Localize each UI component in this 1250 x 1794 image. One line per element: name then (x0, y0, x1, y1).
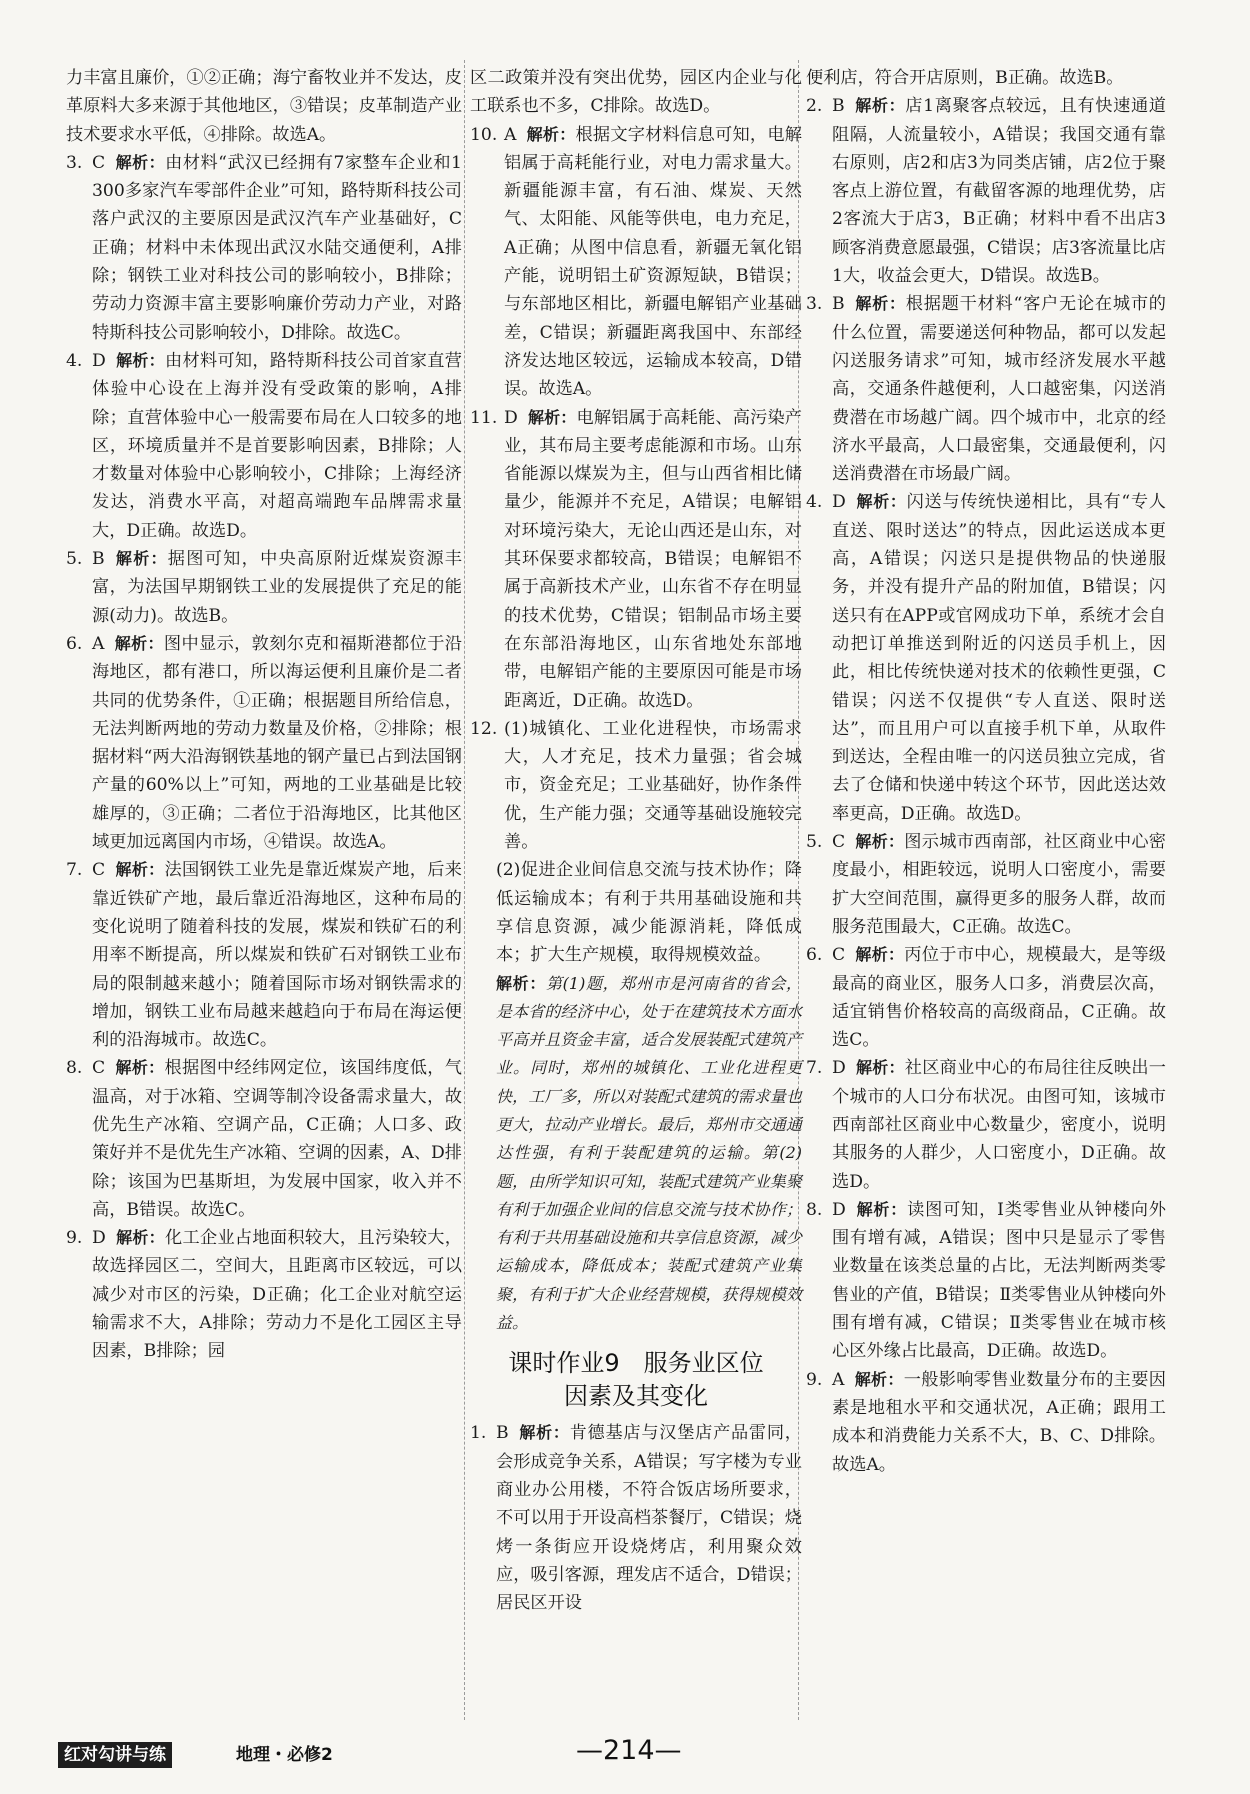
answer-choice: B (832, 96, 845, 117)
column-left (66, 64, 462, 1366)
question-number: 1. (470, 1423, 487, 1444)
answer-item (806, 1366, 1166, 1479)
question-number: 7. (806, 1058, 823, 1079)
analysis-tag: 解析： (527, 407, 577, 427)
answer-item (806, 941, 1166, 1054)
question-number: 12. (470, 718, 498, 739)
answer-item (470, 121, 802, 404)
answer-choice: A (92, 633, 105, 654)
answer-choice: C (832, 945, 846, 966)
answer-item (806, 92, 1166, 290)
analysis-tag: 解析： (115, 860, 165, 880)
answer-text: 图中显示，敦刻尔克和福斯港都位于沿海地区，都有港口，所以海运便利且廉价是二者共同的优势条件，①正确；根据题目所给信息，无法判断两地的劳动力数量及价格，②排除；根据材料“两大沿海钢铁基地的钢产量已占到法国钢产量的60%以上”可知，两地的工业基础是比较雄厚的，③正确；二者位于沿海地区，比其他区域更加远离国内市场，④错误。故选A。 (92, 633, 462, 853)
lesson-title (470, 1347, 802, 1413)
answer-choice: D (92, 350, 106, 371)
answer-item (66, 1054, 462, 1224)
analysis-tag: 解析： (114, 549, 168, 569)
answer-text: 便利店，符合开店原则，B正确。故选B。 (806, 68, 1124, 88)
answer-text: 电解铝属于高耗能、高污染产业，其布局主要考虑能源和市场。山东省能源以煤炭为主，但与山西省相比储量少，能源并不充足，A错误；电解铝对环境污染大，无论山西还是山东，对其环保要求都较高，B错误；电解铝不属于高新技术产业，山东省不存在明显的技术优势，C错误；铝制品市场主要在东部沿海地区，山东省地处东部地带，电解铝产能的主要原因可能是市场距离近，D正确。故选D。 (504, 407, 802, 711)
answer-item (470, 715, 802, 856)
analysis-tag: 解析： (855, 1058, 905, 1078)
answer-item (66, 347, 462, 545)
analysis-tag: 解析： (115, 1228, 165, 1248)
question-number: 8. (66, 1058, 83, 1079)
analysis-tag: 解析： (526, 124, 576, 144)
answer-text: 店1离聚客点较远，且有快速通道阻隔，人流量较小，A错误；我国交通有靠右原则，店2和店3为同类店铺，店2位于聚客点上游位置，有截留客源的地理优势，店2客流大于店3，B正确；材料中看不出店3顾客消费意愿最强，C错误；店3客流量比店1大，收益会更大，D错误。故选B。 (832, 96, 1166, 287)
answer-choice: B (832, 294, 845, 315)
answer-text: 法国钢铁工业先是靠近煤炭产地，后来靠近铁矿产地，最后靠近沿海地区，这种布局的变化说明了随着科技的发展，煤炭和铁矿石的利用率不断提高，所以煤炭和铁矿石对钢铁工业布局的限制越来越小；随着国际市场对钢铁需求的增加，钢铁工业布局越来越趋向于布局在海运便利的沿海城市。故选C。 (92, 860, 462, 1051)
question-number: 9. (66, 1228, 83, 1249)
answer-choice: D (832, 1199, 846, 1220)
analysis-text: 第(1)题，郑州市是河南省的省会，是本省的经济中心，处于在建筑技术方面水平高并且资金丰富，适合发展装配式建筑产业。同时，郑州的城镇化、工业化进程更快，工厂多，所以对装配式建筑的需求量也更大，拉动产业增长。最后，郑州市交通通达性强，有利于装配建筑的运输。第(2)题，由所学知识可知，装配式建筑产业集聚有利于加强企业间的信息交流与技术协作；有利于共用基础设施和共享信息资源，减少运输成本，降低成本；装配式建筑产业集聚，有利于扩大企业经营规模，获得规模效益。 (496, 973, 802, 1333)
answer-item (806, 828, 1166, 941)
question-number: 4. (66, 350, 83, 371)
answer-text: 化工企业占地面积较大，且污染较大，故选择园区二，空间大，且距离市区较远，可以减少对市区的污染，D正确；化工企业对航空运输需求不大，A排除；劳动力不是化工园区主导因素，B排除；园 (92, 1228, 462, 1362)
analysis-paragraph (470, 970, 802, 1338)
analysis-tag: 解析： (854, 96, 906, 116)
answer-text: 根据文字材料信息可知，电解铝属于高耗能行业，对电力需求量大。新疆能源丰富，有石油、煤炭、天然气、太阳能、风能等供电，电力充足，A正确；从图中信息看，新疆无氧化铝产能，说明铝土矿资源短缺，B错误；与东部地区相比，新疆电解铝产业基础差，C错误；新疆距离我国中、东部经济发达地区较远，运输成本较高，D错误。故选A。 (504, 124, 802, 400)
analysis-tag: 解析： (854, 294, 906, 314)
question-number: 5. (66, 549, 83, 570)
answer-choice: D (504, 407, 518, 428)
analysis-tag: 解析： (496, 973, 546, 993)
answer-choice: C (92, 1058, 106, 1079)
analysis-tag: 解析： (114, 633, 164, 653)
answer-item (470, 404, 802, 715)
subject-label: 地理・必修2 (236, 1745, 333, 1765)
question-number: 8. (806, 1199, 823, 1220)
question-number: 4. (806, 492, 823, 513)
answer-item (470, 1419, 802, 1617)
answer-item (66, 856, 462, 1054)
question-number: 6. (66, 633, 83, 654)
answer-choice: A (832, 1369, 845, 1390)
answer-text: 丙位于市中心，规模最大，是等级最高的商业区，服务人口多，消费层次高，适宜销售价格较高的高级商品，C正确。故选C。 (832, 945, 1166, 1051)
series-logo: 红对勾讲与练 (58, 1742, 172, 1768)
analysis-tag: 解析： (855, 1199, 908, 1219)
analysis-tag: 解析： (855, 945, 905, 965)
analysis-tag: 解析： (854, 1369, 904, 1389)
question-number: 2. (806, 96, 823, 117)
lesson-title-line: 课时作业9 服务业区位 (508, 1349, 764, 1378)
analysis-tag: 解析： (115, 152, 166, 172)
column-divider (464, 60, 465, 1720)
answer-item (806, 488, 1166, 828)
answer-text: 一般影响零售业数量分布的主要因素是地租水平和交通状况，A正确；跟用工成本和消费能力关系不大，B、C、D排除。故选A。 (832, 1369, 1166, 1475)
question-number: 3. (806, 294, 823, 315)
page-number: —214— (576, 1735, 682, 1766)
question-number: 7. (66, 860, 83, 881)
answer-text: 根据题干材料“客户无论在城市的什么位置，需要递送何种物品，都可以发起闪送服务请求”可知，城市经济发展水平越高，交通条件越便利，人口越密集，闪送消费潜在市场越广阔。四个城市中，北京的经济水平最高，人口最密集，交通最便利，闪送消费潜在市场最广阔。 (832, 294, 1166, 485)
answer-text: (1)城镇化、工业化进程快，市场需求大，人才充足，技术力量强；省会城市，资金充足；工业基础好，协作条件优，生产能力强；交通等基础设施较完善。 (504, 718, 802, 853)
answer-item (806, 1196, 1166, 1366)
analysis-tag: 解析： (855, 832, 905, 852)
column-right (806, 64, 1166, 1479)
answer-item (66, 545, 462, 630)
answer-item (806, 1054, 1166, 1195)
answer-text: 图示城市西南部，社区商业中心密度最小，相距较远，说明人口密度小，需要扩大空间范围，赢得更多的服务人群，故而服务范围最大，C正确。故选C。 (832, 832, 1166, 937)
column-middle (470, 64, 802, 1617)
lesson-title-line: 因素及其变化 (564, 1382, 708, 1411)
answer-item (66, 149, 462, 347)
answer-text: 由材料可知，路特斯科技公司首家直营体验中心设在上海并没有受政策的影响，A排除；直营体验中心一般需要布局在人口较多的地区，环境质量并不是首要影响因素，B排除；人才数量对体验中心影响较小，C排除；上海经济发达，消费水平高，对超高端跑车品牌需求量大，D正确。故选D。 (92, 350, 462, 541)
answer-choice: B (92, 549, 105, 570)
answer-item (66, 1224, 462, 1365)
answer-choice: B (496, 1423, 509, 1444)
question-number: 6. (806, 945, 823, 966)
answer-text: 由材料“武汉已经拥有7家整车企业和1 300多家汽车零部件企业”可知，路特斯科技公司落户武汉的主要原因是武汉汽车产业基础好，C正确；材料中未体现出武汉水陆交通便利，A排除；钢铁工业对科技公司的影响较小，B排除；劳动力资源丰富主要影响廉价劳动力产业，对路特斯科技公司影响较小，D排除。故选C。 (92, 152, 462, 343)
answer-choice: D (832, 492, 846, 513)
answer-choice: D (92, 1228, 106, 1249)
answer-text: 闪送与传统快递相比，具有“专人直送、限时送达”的特点，因此运送成本更高，A错误；闪送只是提供物品的快递服务，并没有提升产品的附加值，B错误；闪送只有在APP或官网成功下单，系统才会自动把订单推送到附近的闪送员手机上，因此，相比传统快递对技术的依赖性更强，C错误；闪送不仅提供“专人直送、限时送达”，而且用户可以直接手机下单，从取件到送达，全程由唯一的闪送员独立完成，省去了仓储和快递中转这个环节，因此送达效率更高，D正确。故选D。 (832, 492, 1166, 824)
analysis-tag: 解析： (518, 1423, 570, 1443)
answer-text: (2)促进企业间信息交流与技术协作；降低运输成本；有利于共用基础设施和共享信息资源，减少能源消耗，降低成本；扩大生产规模，取得规模效益。 (496, 860, 802, 966)
analysis-tag: 解析： (855, 492, 907, 512)
answer-text: 根据图中经纬网定位，该国纬度低，气温高，对于冰箱、空调等制冷设备需求量大，故优先生产冰箱、空调产品，C正确；人口多、政策好并不是优先生产冰箱、空调的因素，A、D排除；该国为巴基斯坦，为发展中国家，收入并不高，B错误。故选C。 (92, 1058, 462, 1220)
answer-text: 读图可知，Ⅰ类零售业从钟楼向外围有增有减，A错误；图中只是显示了零售业数量在该类总量的占比，无法判断两类零售业的产值，B错误；Ⅱ类零售业从钟楼向外围有增有减，C错误；Ⅱ类零售业在城市核心区外缘占比最高，D正确。故选D。 (832, 1199, 1166, 1362)
question-number: 9. (806, 1369, 823, 1390)
answer-text: 肯德基店与汉堡店产品雷同，会形成竞争关系，A错误；写字楼为专业商业办公用楼，不符合饭店场所要求，不可以用于开设高档茶餐厅，C错误；烧烤一条街应开设烧烤店，利用聚众效应，吸引客源，理发店不适合，D错误；居民区开设 (496, 1423, 802, 1614)
answer-choice: A (504, 124, 517, 145)
question-number: 5. (806, 832, 823, 853)
analysis-tag: 解析： (115, 1058, 165, 1078)
answer-text: 力丰富且廉价，①②正确；海宁畜牧业并不发达，皮革原料大多来源于其他地区，③错误；皮革制造产业技术要求水平低，④排除。故选A。 (66, 68, 462, 145)
question-number: 11. (470, 407, 498, 428)
answer-text: 据图可知，中央高原附近煤炭资源丰富，为法国早期钢铁工业的发展提供了充足的能源(动力)。故选B。 (92, 549, 462, 626)
answer-choice: D (832, 1058, 846, 1079)
analysis-tag: 解析： (115, 350, 165, 370)
answer-choice: C (92, 152, 106, 173)
question-number: 10. (470, 124, 498, 145)
answer-text: 社区商业中心的布局往往反映出一个城市的人口分布状况。由图可知，该城市西南部社区商业中心数量少，密度小，说明其服务的人群少，人口密度小，D正确。故选D。 (832, 1058, 1166, 1192)
answer-choice: C (832, 832, 846, 853)
answer-choice: C (92, 860, 106, 881)
question-number: 3. (66, 152, 83, 173)
answer-text: 区二政策并没有突出优势，园区内企业与化工联系也不多，C排除。故选D。 (470, 68, 802, 117)
answer-item (66, 630, 462, 856)
answer-item (806, 290, 1166, 488)
